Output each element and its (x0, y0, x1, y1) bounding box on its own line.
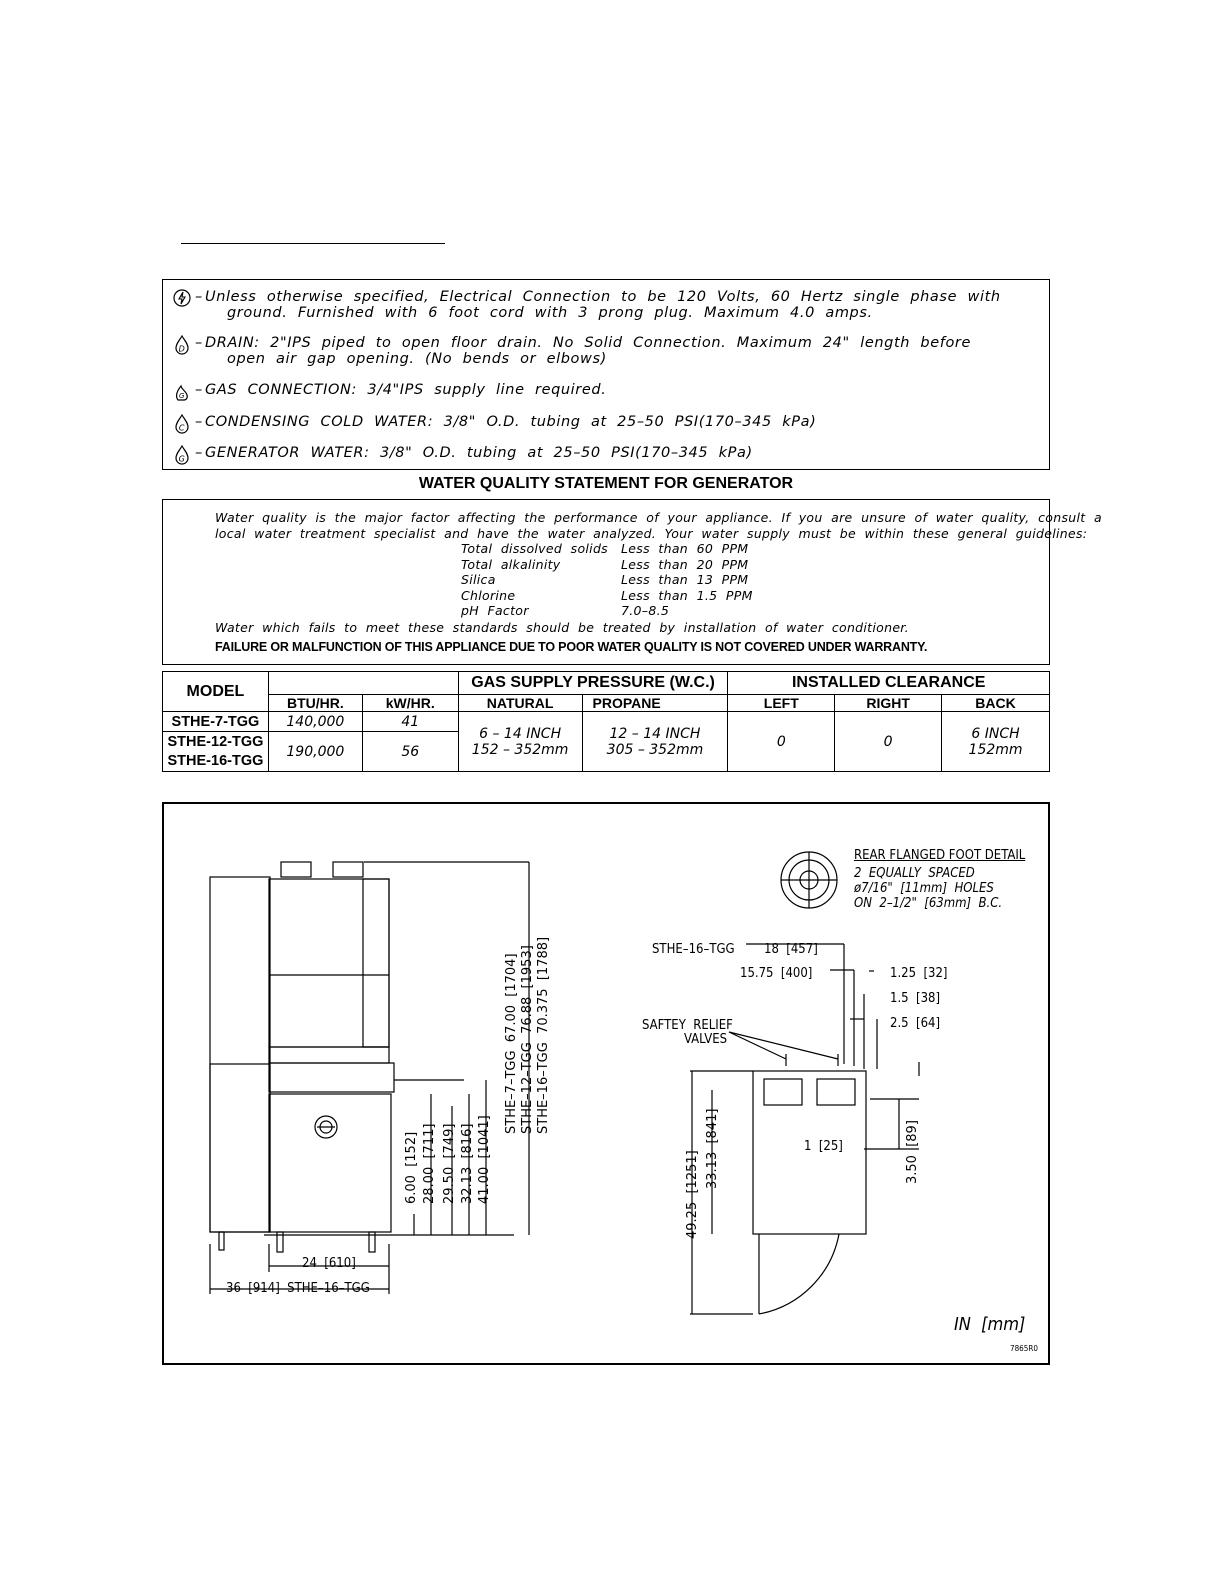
header-kw: kW/HR. (362, 695, 458, 712)
foot-detail-line: ON 2–1/2" [63mm] B.C. (854, 896, 1003, 911)
foot-detail-line: 2 EQUALLY SPACED (854, 866, 975, 881)
dim-600: 6.00 [152] (404, 1131, 419, 1204)
dim-25: 2.5 [64] (890, 1016, 941, 1031)
dim-3313: 33.13 [841] (705, 1108, 720, 1189)
model-cell: STHE-7-TGG (163, 712, 269, 732)
header-gas-pressure: GAS SUPPLY PRESSURE (W.C.) (458, 672, 728, 695)
dim-24: 24 [610] (302, 1256, 356, 1271)
spec-table (162, 671, 1050, 772)
wq-param-name: pH Factor (461, 603, 529, 618)
kw-cell: 41 (362, 712, 458, 732)
drain-icon (173, 335, 193, 359)
water-quality-title: WATER QUALITY STATEMENT FOR GENERATOR (418, 475, 794, 492)
wq-param-name: Total alkalinity (461, 557, 561, 572)
wq-footer: Water which fails to meet these standards should be treated by installation of water conditioner. (215, 620, 909, 635)
height-sthe16: STHE–16–TGG 70.375 [1788] (536, 936, 551, 1134)
side-stand-outline (210, 877, 270, 1232)
electrical-icon (173, 289, 193, 311)
units-label: IN [mm] (954, 1314, 1026, 1335)
dim-15: 1.5 [38] (890, 991, 941, 1006)
foot-detail-title: REAR FLANGED FOOT DETAIL (854, 848, 1026, 863)
dim-2800: 28.00 [711] (422, 1123, 437, 1204)
dim-sthe16-label: STHE–16–TGG (652, 942, 735, 957)
dim-2950: 29.50 [749] (442, 1123, 457, 1204)
wq-param-value: Less than 1.5 PPM (621, 588, 753, 603)
model-cell: STHE-16-TGG (163, 752, 269, 772)
header-propane: PROPANE (582, 695, 728, 712)
dim-3213: 32.13 [816] (460, 1123, 475, 1204)
wq-param-name: Chlorine (461, 588, 516, 603)
model-cell: STHE-12-TGG (163, 732, 269, 752)
header-clearance: INSTALLED CLEARANCE (728, 672, 1050, 695)
wq-param-name: Silica (461, 572, 496, 587)
dim-1575: 15.75 [400] (740, 966, 813, 981)
height-sthe12: STHE–12–TGG 76.88 [1953] (520, 945, 535, 1134)
condensing-water-icon (173, 414, 193, 438)
dim-125: 1.25 [32] (890, 966, 948, 981)
height-sthe7: STHE–7–TGG 67.00 [1704] (504, 953, 519, 1134)
dim-4100: 41.00 [1041] (477, 1115, 492, 1204)
header-rule (181, 243, 445, 244)
header-back: BACK (942, 695, 1050, 712)
header-left: LEFT (728, 695, 835, 712)
svg-text:G: G (178, 454, 186, 464)
header-btu: BTU/HR. (268, 695, 362, 712)
wq-param-value: Less than 60 PPM (621, 541, 749, 556)
dim-4925: 49.25 [1251] (685, 1150, 700, 1239)
dim-18: 18 [457] (764, 942, 818, 957)
left-clearance-cell: 0 (728, 712, 835, 772)
wq-param-value: Less than 13 PPM (621, 572, 749, 587)
header-right: RIGHT (835, 695, 942, 712)
dim-1-25: 1 [25] (804, 1139, 843, 1154)
btu-cell: 190,000 (268, 732, 362, 772)
wq-intro-line2: local water treatment specialist and have the water analyzed. Your water supply must be within these general guidelines: (215, 526, 1088, 541)
gas-icon (173, 382, 193, 406)
dim-36: 36 [914] STHE–16–TGG (226, 1281, 370, 1296)
header-natural: NATURAL (458, 695, 582, 712)
relief-valve-label: SAFTEY RELIEF (642, 1018, 733, 1033)
back-clearance-cell: 6 INCH 152mm (942, 712, 1050, 772)
wq-param-value: 7.0–8.5 (621, 603, 670, 618)
btu-cell: 140,000 (268, 712, 362, 732)
generator-water-icon (173, 445, 193, 469)
dim-350: 3.50 [89] (905, 1120, 920, 1184)
svg-text:D: D (178, 344, 186, 354)
right-clearance-cell: 0 (835, 712, 942, 772)
water-quality-box (162, 499, 1102, 665)
kw-cell: 56 (362, 732, 458, 772)
header-model: MODEL (163, 672, 269, 712)
natural-cell: 6 – 14 INCH 152 – 352mm (458, 712, 582, 772)
wq-param-name: Total dissolved solids (461, 541, 608, 556)
dimension-drawing (162, 802, 1050, 1365)
svg-text:C: C (178, 423, 186, 433)
relief-valve-label: VALVES (684, 1032, 728, 1047)
wq-param-value: Less than 20 PPM (621, 557, 749, 572)
svg-text:G: G (178, 392, 186, 400)
drawing-number: 7865R0 (1010, 1344, 1038, 1353)
connection-notes-box: – Unless otherwise specified, Electrical Connection to be 120 Volts, 60 Hertz single phase with ground. Furnished with 6 foot cord with 3 prong plug. Maximum 4.0 amps. D – DRAIN: 2"IPS piped to open floor drain. No Solid Connection. Maximum 24" length before open air gap opening. (No bends or elbows) G – GAS CONNECTION: 3/4"IPS supply line required. C – CONDENSING COLD WATER: 3/8" O.D. tubing at 25–50 PSI(170–345 kPa) G – GENERATOR WATER: 3/8" O.D. tubing at 25–50 PSI(170–345 kPa) (162, 279, 1050, 470)
wq-intro-line1: Water quality is the major factor affecting the performance of your appliance. If you are unsure of water quality, consult a (215, 510, 1102, 525)
foot-detail-line: ø7/16" [11mm] HOLES (854, 881, 994, 896)
wq-warranty-warning: FAILURE OR MALFUNCTION OF THIS APPLIANCE DUE TO POOR WATER QUALITY IS NOT COVERED UNDER WARRANTY. (215, 640, 928, 654)
propane-cell: 12 – 14 INCH 305 – 352mm (582, 712, 728, 772)
